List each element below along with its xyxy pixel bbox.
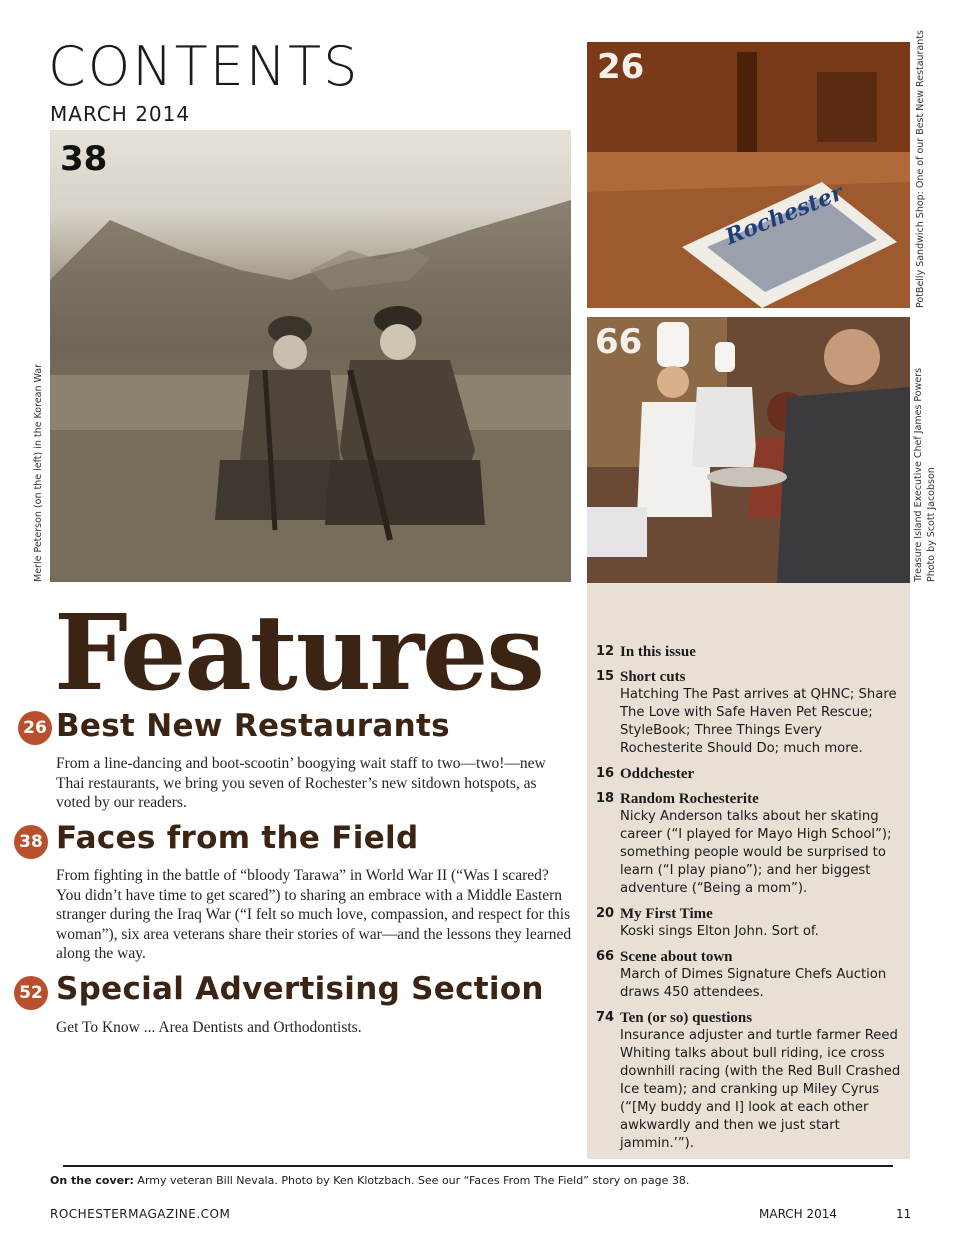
department-title: My First Time	[620, 906, 713, 922]
footer-page-number: 11	[896, 1207, 912, 1221]
department-item[interactable]	[587, 643, 910, 661]
department-page-number: 16	[596, 766, 615, 781]
mid-photo-caption-line1: Treasure Island Executive Chef James Powers	[913, 367, 924, 582]
feature-description: From fighting in the battle of “bloody Tarawa” in World War II (“Was I scared? You didn’t have time to get scared”) to sharing an embrace with a Middle Eastern stranger during the Iraq War (“I felt so much love, compassion, and respect for this woman”), six area veterans share their stories of war—and the lessons they learned along the way.	[56, 867, 572, 962]
department-item[interactable]	[587, 790, 910, 898]
rochester-sign-text: Rochester	[721, 179, 847, 251]
department-description: Insurance adjuster and turtle farmer Reed Whiting talks about bull riding, ice cross downhill racing (with the Red Bull Crashed Ice team); and cranking up Miley Cyrus (“[My buddy and I] look at each other awkwardly and then we just start jammin.’”).	[620, 1028, 901, 1151]
feature-page-badge: 52	[14, 976, 48, 1010]
cover-note-text: Army veteran Bill Nevala. Photo by Ken Klotzbach. See our “Faces From The Field” story on page 38.	[133, 1174, 690, 1187]
department-description: Hatching The Past arrives at QHNC; Share The Love with Safe Haven Pet Rescue; StyleBook; Three Things Every Rochesterite Should Do; much more.	[620, 687, 897, 756]
cover-note	[50, 1174, 689, 1187]
cover-note-divider	[63, 1165, 893, 1167]
department-page-number: 20	[596, 906, 615, 921]
photo-page-number: 38	[60, 139, 108, 179]
main-photo-caption: Merle Peterson (on the left) in the Korean War	[33, 363, 44, 582]
footer-date: MARCH 2014	[759, 1207, 838, 1221]
footer-website[interactable]: ROCHESTERMAGAZINE.COM	[50, 1207, 231, 1221]
department-title: Short cuts	[620, 669, 686, 685]
photo-page-number: 26	[597, 47, 645, 87]
department-description: Koski sings Elton John. Sort of.	[620, 924, 819, 939]
issue-date: MARCH 2014	[50, 102, 191, 126]
department-page-number: 66	[596, 949, 615, 964]
departments-list	[587, 643, 910, 1160]
departments-panel	[587, 583, 910, 1159]
department-page-number: 74	[596, 1010, 615, 1025]
photo-page-number: 66	[595, 322, 643, 362]
department-description: Nicky Anderson talks about her skating career (“I played for Mayo High School”); something people would be surprised to learn (“I play piano”); and her biggest adventure (“Being a mom”).	[620, 809, 892, 896]
department-page-number: 18	[596, 791, 615, 806]
chef-photo	[587, 317, 910, 583]
department-page-number: 12	[596, 644, 615, 659]
department-title: Oddchester	[620, 766, 695, 782]
feature-title-special-advertising-section[interactable]: Special Advertising Section	[56, 971, 544, 1007]
department-page-number: 15	[596, 669, 615, 684]
department-item[interactable]	[587, 905, 910, 941]
department-title: In this issue	[620, 644, 696, 660]
department-title: Ten (or so) questions	[620, 1010, 753, 1026]
feature-description: Get To Know ... Area Dentists and Orthodontists.	[56, 1019, 362, 1036]
department-item[interactable]	[587, 948, 910, 1002]
department-description: March of Dimes Signature Chefs Auction draws 450 attendees.	[620, 967, 887, 1000]
mid-photo-caption-line2: Photo by Scott Jacobson	[926, 467, 937, 582]
soldiers-illustration	[50, 130, 571, 582]
features-heading: Features	[54, 591, 543, 714]
cover-note-label: On the cover:	[50, 1174, 134, 1187]
department-item[interactable]	[587, 765, 910, 783]
soldiers-photo	[50, 130, 571, 582]
department-title: Scene about town	[620, 949, 733, 965]
top-photo-caption: PotBelly Sandwich Shop: One of our Best New Restaurants	[915, 30, 926, 308]
restaurant-photo	[587, 42, 910, 308]
department-title: Random Rochesterite	[620, 791, 759, 807]
feature-title-best-new-restaurants[interactable]: Best New Restaurants	[56, 708, 450, 744]
department-item[interactable]	[587, 1009, 910, 1153]
feature-page-badge: 38	[14, 825, 48, 859]
feature-title-faces-from-the-field[interactable]: Faces from the Field	[56, 820, 419, 856]
feature-page-badge: 26	[18, 711, 52, 745]
department-item[interactable]	[587, 668, 910, 758]
feature-description: From a line-dancing and boot-scootin’ boogying wait staff to two—two!—new Thai restaurants, we bring you seven of Rochester’s new sitdown hotspots, as voted by our readers.	[56, 755, 546, 811]
page-title: CONTENTS	[48, 35, 360, 98]
